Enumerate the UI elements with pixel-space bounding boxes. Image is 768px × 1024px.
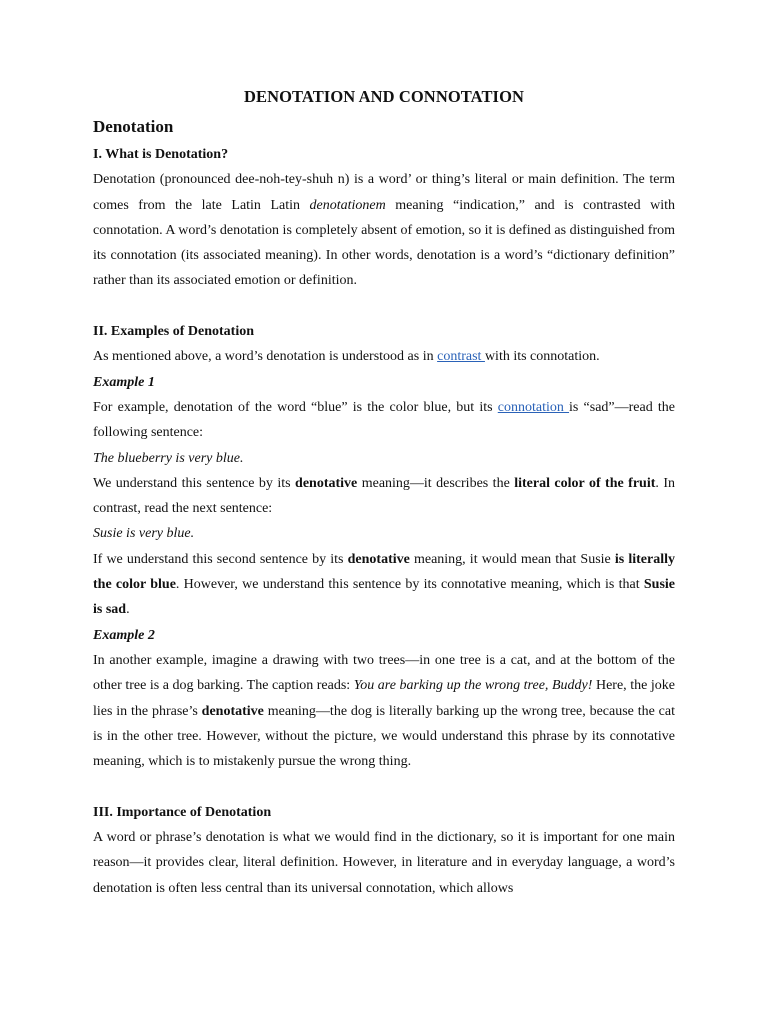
- paragraph-examples-intro: As mentioned above, a word’s denotation is understood as in contrast with its connotation.: [93, 349, 600, 365]
- example-1-label: Example 1: [93, 374, 155, 390]
- example-sentence-blueberry: The blueberry is very blue.: [93, 450, 244, 466]
- paragraph-example-2: In another example, imagine a drawing with two trees—in one tree is a cat, and at the bottom of the other tree is a dog barking. The caption reads: You are barking up the wrong tree, Buddy! Here, the joke lies in the phrase’s denotative meaning—the dog is literally barking up the wrong tree, because the cat is in the other tree. However, without the picture, we would understand this phrase by its connotative meaning, which is to mistakenly pursue the wrong thing.: [93, 652, 675, 770]
- blank-line: [93, 774, 675, 799]
- example-2-label: Example 2: [93, 627, 155, 643]
- example-sentence-susie: Susie is very blue.: [93, 526, 195, 542]
- caption-quote: You are barking up the wrong tree, Buddy!: [353, 678, 593, 694]
- paragraph-example-1-blue: For example, denotation of the word “blue” is the color blue, but its connotation is “sad”—read the following sentence:: [93, 399, 676, 441]
- paragraph-definition: Denotation (pronounced dee-noh-tey-shuh n) is a word’ or thing’s literal or main definition. The term comes from the late Latin Latin denotationem meaning “indication,” and is contrasted with connotation. A word’s denotation is completely absent of emotion, so it is defined as distinguished from its connotation (its associated meaning). In other words, denotation is a word’s “dictionary definition” rather than its associated emotion or definition.: [93, 172, 675, 289]
- document-page: [93, 82, 675, 901]
- paragraph-example-1-literal: We understand this sentence by its denotative meaning—it describes the literal color of the fruit. In contrast, read the next sentence:: [93, 475, 675, 517]
- paragraph-importance: A word or phrase’s denotation is what we would find in the dictionary, so it is important for one main reason—it provides clear, literal definition. However, in literature and in everyday language, a word’s denotation is often less central than its universal connotation, which allows: [93, 830, 675, 896]
- latin-term: denotationem: [309, 197, 386, 213]
- document-title: DENOTATION AND CONNOTATION: [243, 87, 525, 106]
- heading-examples-of-denotation: II. Examples of Denotation: [93, 324, 255, 340]
- link-connotation[interactable]: connotation: [497, 399, 570, 415]
- heading-importance-of-denotation: III. Importance of Denotation: [93, 804, 272, 820]
- link-contrast[interactable]: contrast: [437, 349, 485, 365]
- heading-what-is-denotation: I. What is Denotation?: [93, 147, 229, 162]
- paragraph-example-1-susie: If we understand this second sentence by its denotative meaning, it would mean that Susie is literally the color blue. However, we understand this sentence by its connotative meaning, which is that Susie is sad.: [93, 551, 675, 618]
- section-heading-denotation: Denotation: [93, 117, 174, 136]
- blank-line: [93, 294, 675, 319]
